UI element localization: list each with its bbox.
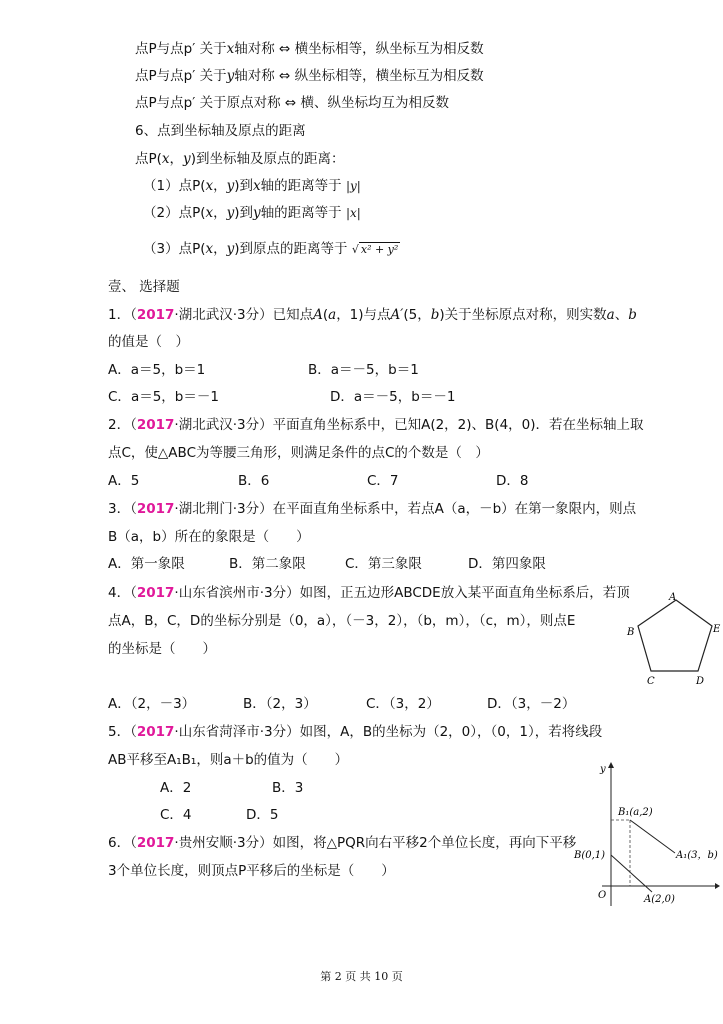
q2-option-a[interactable]: A．5 bbox=[108, 473, 140, 489]
q1-option-d[interactable]: D．a＝－5，b＝－1 bbox=[330, 389, 456, 405]
y-axis-arrow bbox=[608, 762, 614, 768]
section-6-intro: 点P(x，y)到坐标轴及原点的距离： bbox=[135, 151, 345, 167]
segment-a1b1 bbox=[630, 820, 675, 853]
point-b-label: B(0,1) bbox=[574, 850, 606, 861]
pentagon-label-e: E bbox=[713, 624, 721, 635]
point-a-label: A(2,0) bbox=[644, 894, 675, 905]
abs-y-formula: |y| bbox=[345, 179, 361, 193]
q6-line2: 3个单位长度，则顶点P平移后的坐标是（ ） bbox=[108, 863, 395, 879]
pentagon-label-d: D bbox=[696, 676, 705, 687]
section-6-title: 6、点到坐标轴及原点的距离 bbox=[135, 123, 306, 139]
pentagon-label-b: B bbox=[627, 627, 635, 638]
q4-line1: 4．（2017·山东省滨州市·3分）如图，正五边形ABCDE放入某平面直角坐标系后，若顶 bbox=[108, 585, 630, 601]
q4-option-c[interactable]: C．（3，2） bbox=[366, 696, 440, 712]
distance-to-y-axis: （2）点P(x，y)到y轴的距离等于 |x| bbox=[143, 205, 361, 221]
q5-line2: AB平移至A₁B₁，则a＋b的值为（ ） bbox=[108, 752, 349, 768]
q2-option-d[interactable]: D．8 bbox=[496, 473, 529, 489]
q3-option-a[interactable]: A．第一象限 bbox=[108, 556, 185, 572]
q3-line2: B（a，b）所在的象限是（ ） bbox=[108, 529, 310, 545]
q4-option-a[interactable]: A．（2，－3） bbox=[108, 696, 196, 712]
pentagon-label-a: A bbox=[669, 592, 677, 603]
q5-option-a[interactable]: A．2 bbox=[160, 780, 192, 796]
q2-line2: 点C，使△ABC为等腰三角形，则满足条件的点C的个数是（ ） bbox=[108, 445, 489, 461]
q4-option-b[interactable]: B．（2，3） bbox=[243, 696, 317, 712]
q1-option-b[interactable]: B．a＝－5，b＝1 bbox=[308, 362, 419, 378]
section-title: 壹、 选择题 bbox=[108, 279, 180, 295]
q3-option-b[interactable]: B．第二象限 bbox=[229, 556, 306, 572]
q1-line1: 1．（2017·湖北武汉·3分）已知点A(a，1)与点A′(5，b)关于坐标原点对称，则实数a、b bbox=[108, 307, 637, 323]
distance-to-x-axis: （1）点P(x，y)到x轴的距离等于 |y| bbox=[143, 178, 361, 194]
q3-option-c[interactable]: C．第三象限 bbox=[345, 556, 422, 572]
point-b1-label: B₁(a,2) bbox=[618, 807, 653, 818]
q1-option-c[interactable]: C．a＝5，b＝－1 bbox=[108, 389, 219, 405]
pentagon-shape bbox=[638, 600, 712, 671]
distance-to-origin: （3）点P(x，y)到原点的距离等于 √ x² + y² bbox=[143, 241, 399, 257]
sqrt-formula: √ x² + y² bbox=[351, 243, 399, 256]
q5-line1: 5．（2017·山东省菏泽市·3分）如图，A，B的坐标为（2，0），（0，1），若将线段 bbox=[108, 724, 603, 740]
symmetry-origin: 点P与点p′ 关于原点对称 ⇔ 横、纵坐标均互为相反数 bbox=[135, 95, 449, 111]
q2-option-b[interactable]: B．6 bbox=[238, 473, 270, 489]
pentagon-figure bbox=[622, 588, 722, 688]
symmetry-x-axis: 点P与点p′ 关于x轴对称 ⇔ 横坐标相等，纵坐标互为相反数 bbox=[135, 41, 484, 57]
q4-line3: 的坐标是（ ） bbox=[108, 641, 216, 657]
origin-label: O bbox=[598, 890, 607, 901]
page-footer: 第 2 页 共 10 页 bbox=[320, 970, 403, 983]
q3-line1: 3．（2017·湖北荆门·3分）在平面直角坐标系中，若点A（a，－b）在第一象限内，则点 bbox=[108, 501, 637, 517]
q3-option-d[interactable]: D．第四象限 bbox=[468, 556, 546, 572]
q5-option-d[interactable]: D．5 bbox=[246, 807, 279, 823]
y-axis-label: y bbox=[600, 764, 606, 775]
x-axis-arrow bbox=[715, 883, 720, 889]
q5-option-c[interactable]: C．4 bbox=[160, 807, 192, 823]
abs-x-formula: |x| bbox=[345, 206, 361, 220]
symmetry-y-axis: 点P与点p′ 关于y轴对称 ⇔ 纵坐标相等，横坐标互为相反数 bbox=[135, 68, 484, 84]
q1-option-a[interactable]: A．a＝5，b＝1 bbox=[108, 362, 206, 378]
coordinate-figure bbox=[572, 758, 722, 910]
q4-option-d[interactable]: D．（3，－2） bbox=[487, 696, 576, 712]
q2-line1: 2．（2017·湖北武汉·3分）平面直角坐标系中，已知A(2，2)、B(4，0)．若在坐标轴上取 bbox=[108, 417, 644, 433]
q4-line2: 点A，B，C，D的坐标分别是（0，a），（－3，2），（b，m），（c，m），则点E bbox=[108, 613, 576, 629]
q5-option-b[interactable]: B．3 bbox=[272, 780, 304, 796]
q6-line1: 6．（2017·贵州安顺·3分）如图，将△PQR向右平移2个单位长度，再向下平移 bbox=[108, 835, 577, 851]
q2-option-c[interactable]: C．7 bbox=[367, 473, 399, 489]
point-a1-label: A₁(3，b) bbox=[676, 850, 718, 861]
pentagon-label-c: C bbox=[647, 676, 655, 687]
q1-line2: 的值是（ ） bbox=[108, 334, 189, 350]
